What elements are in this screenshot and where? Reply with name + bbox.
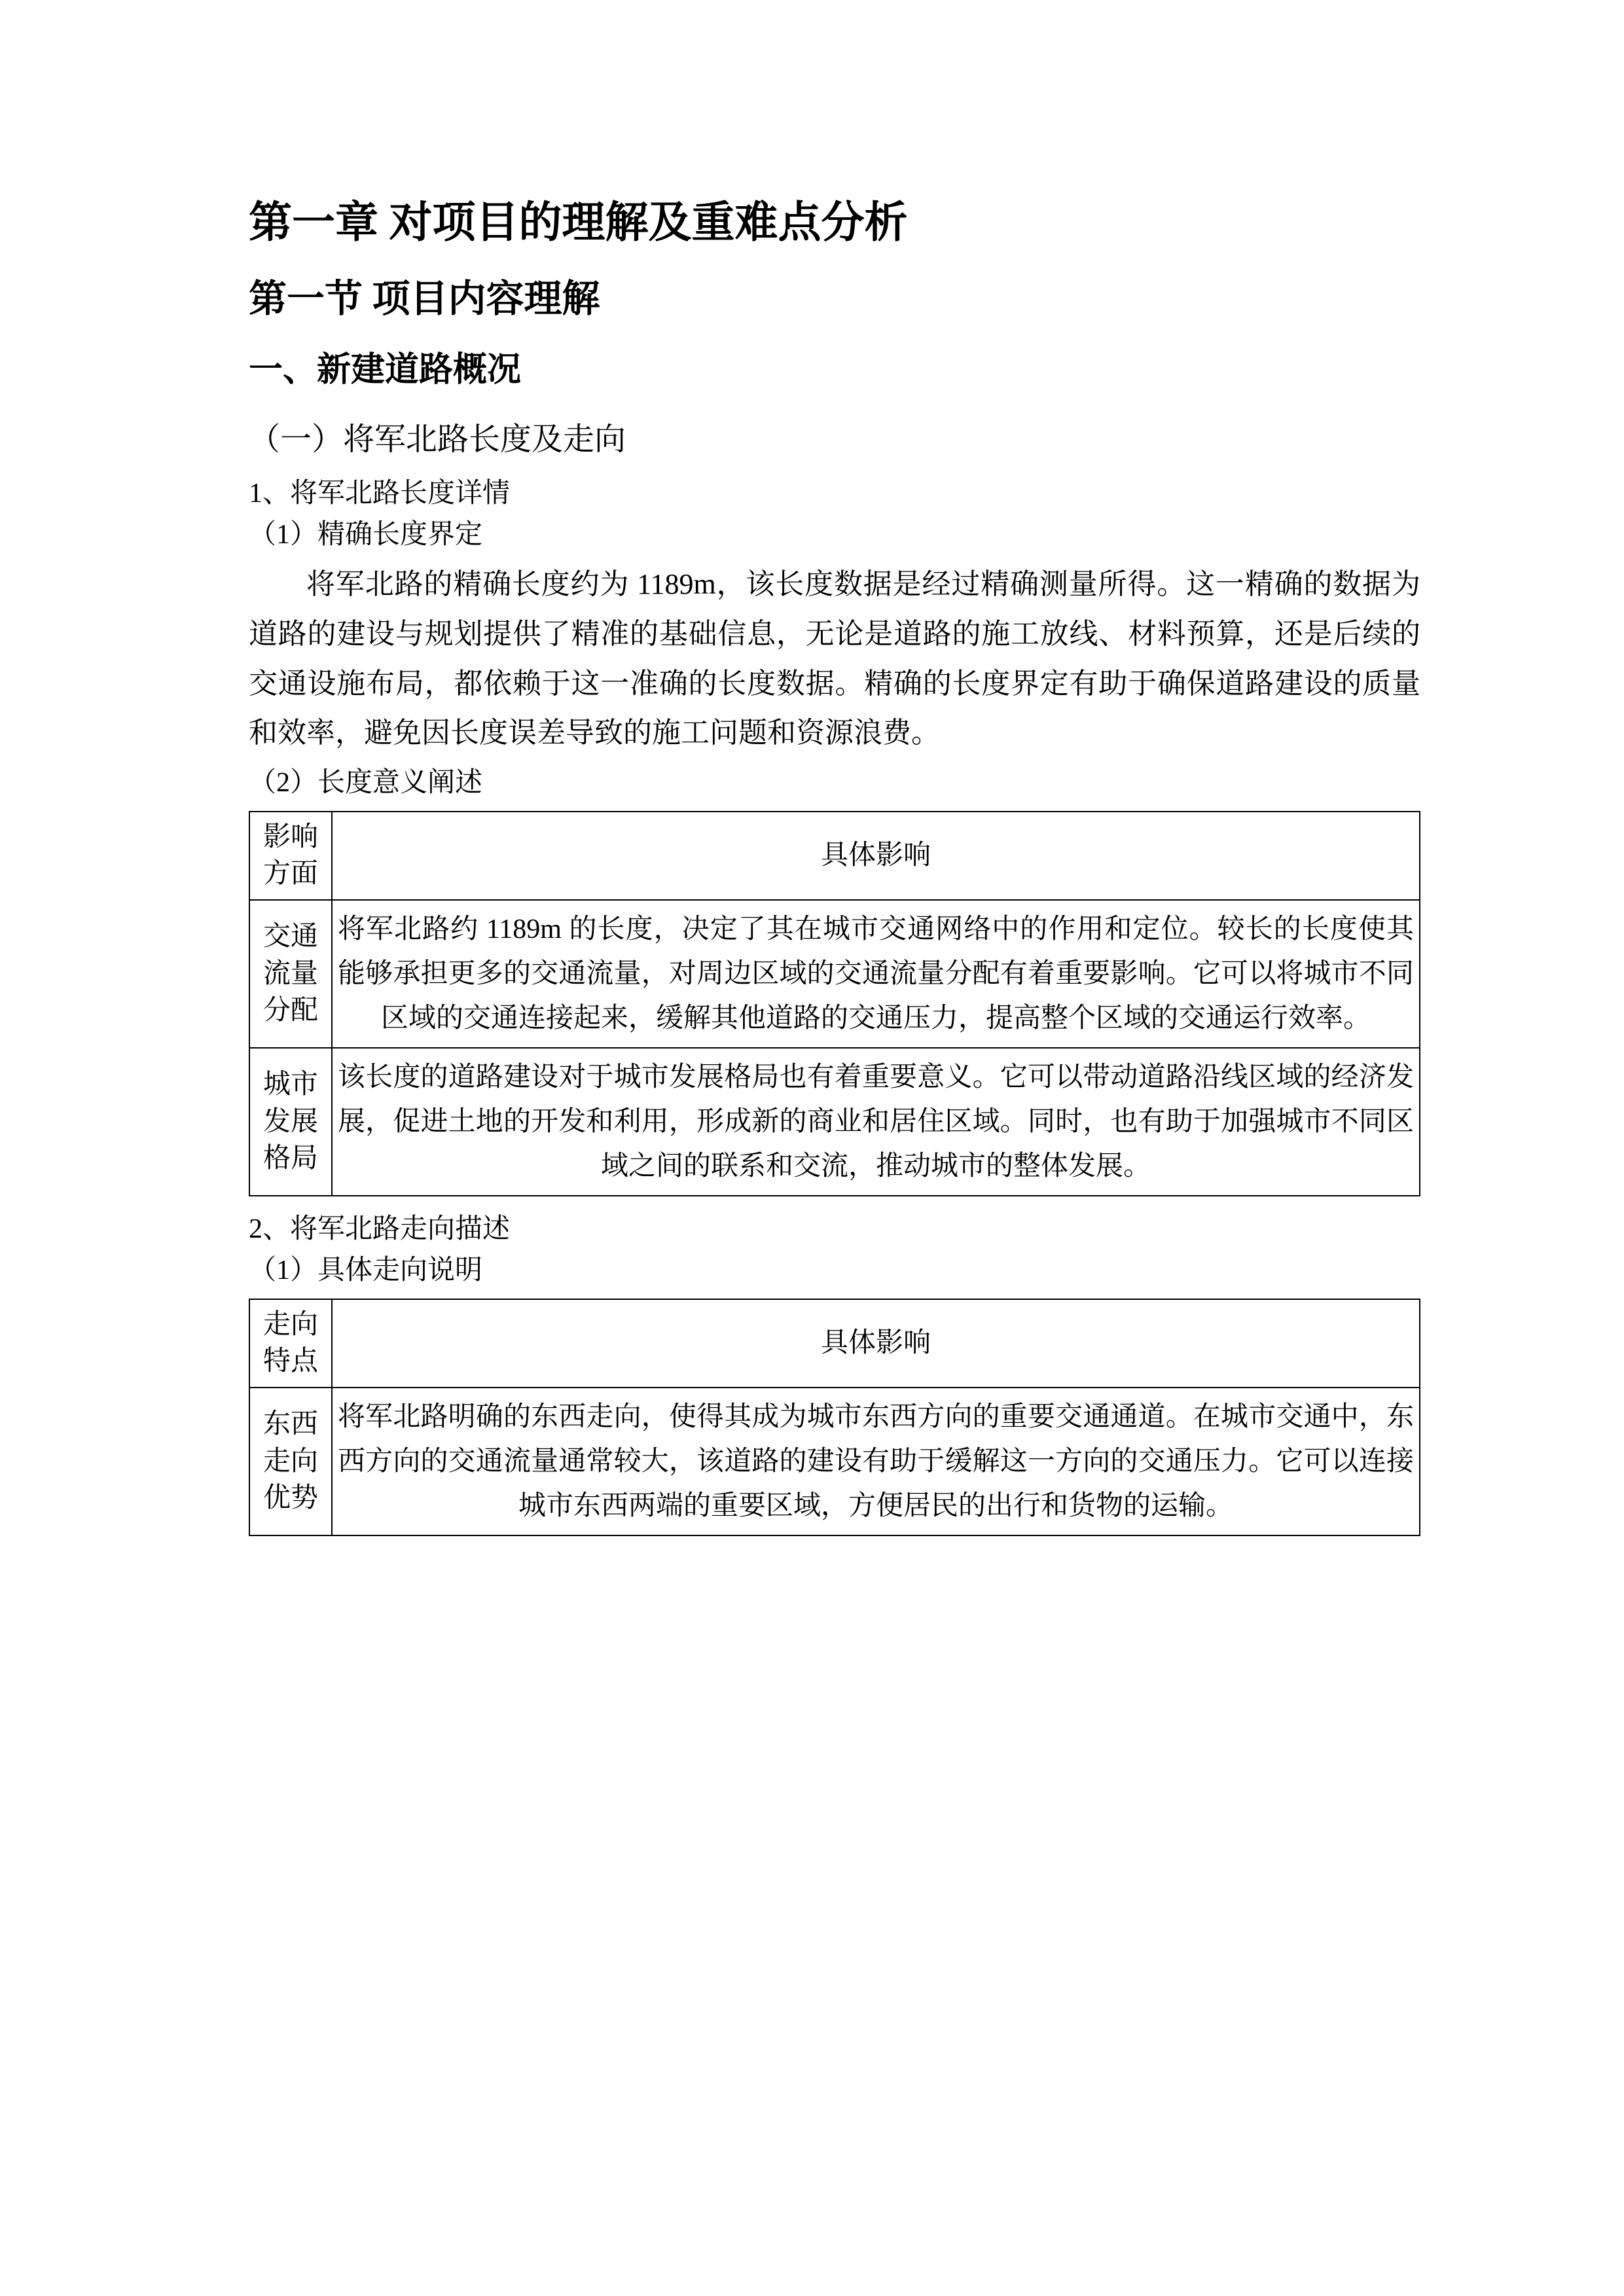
table-row-label: 城市发展格局 bbox=[249, 1048, 332, 1196]
table-header-description: 具体影响 bbox=[332, 812, 1420, 900]
table-row-description: 将军北路明确的东西走向，使得其成为城市东西方向的重要交通通道。在城市交通中，东西方向的交通流量通常较大，该道路的建设有助于缓解这一方向的交通压力。它可以连接城市东西两端的重要区域，方便居民的出行和货物的运输。 bbox=[332, 1388, 1420, 1535]
subsection-title: 一、新建道路概况 bbox=[249, 351, 522, 389]
table-header-label: 走向特点 bbox=[249, 1299, 332, 1388]
table-length-impact bbox=[249, 811, 1420, 1197]
lettered-heading-2-1: （1）具体走向说明 bbox=[249, 1255, 483, 1285]
table-header-label: 影响方面 bbox=[249, 812, 332, 900]
numbered-heading-2: 2、将军北路走向描述 bbox=[249, 1214, 511, 1245]
document-body bbox=[249, 196, 1420, 1536]
table-row-label: 交通流量分配 bbox=[249, 900, 332, 1048]
item-title: （一）将军北路长度及走向 bbox=[249, 422, 626, 457]
numbered-heading-1: 1、将军北路长度详情 bbox=[249, 478, 511, 509]
table-header-row bbox=[249, 1299, 1420, 1388]
table-header-row bbox=[249, 812, 1420, 900]
section-title: 第一节 项目内容理解 bbox=[249, 277, 600, 320]
table-row-description: 该长度的道路建设对于城市发展格局也有着重要意义。它可以带动道路沿线区域的经济发展，促进土地的开发和利用，形成新的商业和居住区域。同时，也有助于加强城市不同区域之间的联系和交流，推动城市的整体发展。 bbox=[332, 1048, 1420, 1196]
table-direction bbox=[249, 1299, 1420, 1536]
table-row-description: 将军北路约 1189m 的长度，决定了其在城市交通网络中的作用和定位。较长的长度使其能够承担更多的交通流量，对周边区域的交通流量分配有着重要影响。它可以将城市不同区域的交通连接起来，缓解其他道路的交通压力，提高整个区域的交通运行效率。 bbox=[332, 900, 1420, 1048]
table-row bbox=[249, 1388, 1420, 1535]
lettered-heading-1-2: （2）长度意义阐述 bbox=[249, 767, 483, 798]
table-header-description: 具体影响 bbox=[332, 1299, 1420, 1388]
lettered-heading-1-1: （1）精确长度界定 bbox=[249, 519, 483, 550]
body-paragraph-1: 将军北路的精确长度约为 1189m，该长度数据是经过精确测量所得。这一精确的数据为道路的建设与规划提供了精准的基础信息，无论是道路的施工放线、材料预算，还是后续的交通设施布局，都依赖于这一准确的长度数据。精确的长度界定有助于确保道路建设的质量和效率，避免因长度误差导致的施工问题和资源浪费。 bbox=[249, 568, 1420, 749]
table-row-label: 东西走向优势 bbox=[249, 1388, 332, 1535]
chapter-title: 第一章 对项目的理解及重难点分析 bbox=[249, 199, 908, 247]
table-row bbox=[249, 1048, 1420, 1196]
table-row bbox=[249, 900, 1420, 1048]
